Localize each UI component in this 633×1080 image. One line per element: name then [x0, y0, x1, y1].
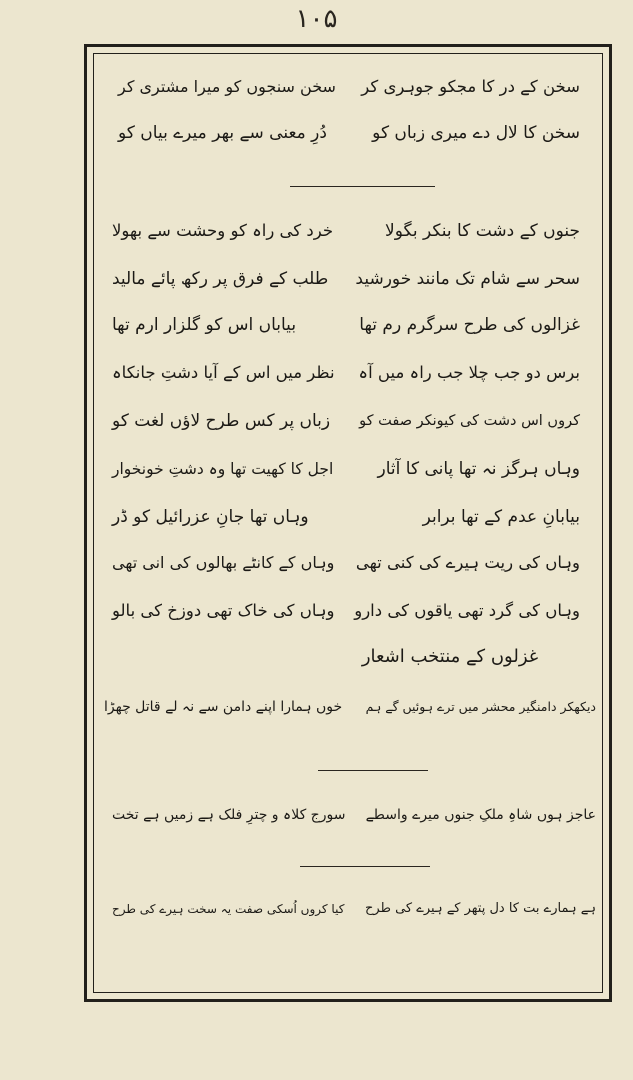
- couplet: [112, 798, 596, 832]
- couplet: [112, 262, 580, 296]
- couplet-second-hemistich: خوں ہمارا اپنے دامن سے نہ لے قاتل چھڑا: [104, 699, 343, 715]
- couplet-second-hemistich: نظر میں اس کے آیا دشتِ جانکاہ: [112, 363, 335, 382]
- couplet: [112, 594, 580, 628]
- couplet-first-hemistich: کروں اس دشت کی کیونکر صفت کو: [359, 413, 580, 429]
- couplet: [112, 500, 580, 534]
- couplet-first-hemistich: جنوں کے دشت کا بنکر بگولا: [385, 221, 580, 241]
- section-divider: [290, 186, 435, 187]
- couplet: [104, 690, 596, 724]
- couplet-second-hemistich: کیا کروں اُسکی صفت یہ سخت ہیرے کی طرح: [112, 902, 345, 916]
- page-number: ۱۰۵: [295, 4, 338, 34]
- couplet-second-hemistich: دُرِ معنی سے بھر میرے بیاں کو: [118, 123, 327, 143]
- couplet-second-hemistich: سخن سنجوں کو میرا مشتری کر: [118, 77, 336, 96]
- couplet-second-hemistich: وہاں تھا جانِ عزرائیل کو ڈر: [112, 507, 309, 527]
- couplet-second-hemistich: زباں پر کس طرح لاؤں لغت کو: [112, 411, 331, 431]
- couplet-first-hemistich: بیابانِ عدم کے تھا برابر: [422, 507, 580, 527]
- couplet-first-hemistich: عاجز ہوں شاہِ ملکِ جنوں میرے واسطے: [365, 807, 596, 823]
- couplet: [112, 892, 596, 926]
- couplet-first-hemistich: برس دو جب چلا جب راہ میں آہ: [358, 363, 580, 382]
- couplet: [112, 452, 580, 486]
- couplet-first-hemistich: وہاں ہرگز نہ تھا پانی کا آثار: [377, 459, 580, 479]
- couplet-first-hemistich: سخن کے در کا مجکو جوہری کر: [361, 77, 580, 96]
- couplet: [118, 116, 580, 150]
- couplet: [112, 356, 580, 390]
- couplet-first-hemistich: سخن کا لال دے میری زباں کو: [372, 123, 580, 143]
- couplet: [112, 308, 580, 342]
- couplet-first-hemistich: وہاں کی ریت ہیرے کی کنی تھی: [355, 553, 580, 572]
- couplet-first-hemistich: غزالوں کی طرح سرگرم رم تھا: [359, 315, 580, 335]
- couplet-second-hemistich: اجل کا کھیت تھا وہ دشتِ خونخوار: [112, 460, 334, 478]
- couplet-first-hemistich: سحر سے شام تک مانند خورشید: [355, 269, 580, 289]
- couplet-second-hemistich: وہاں کی خاک تھی دوزخ کی بالو: [112, 601, 335, 620]
- couplet-first-hemistich: دیکھکر دامنگیر محشر میں ترے ہوئیں گے ہم: [365, 699, 596, 714]
- section-divider: [300, 866, 430, 867]
- couplet-second-hemistich: وہاں کے کانٹے بھالوں کی انی تھی: [112, 553, 335, 572]
- couplet-second-hemistich: خرد کی راہ کو وحشت سے بھولا: [112, 221, 334, 240]
- couplet-second-hemistich: طلب کے فرق پر رکھ پائے مالید: [112, 269, 329, 289]
- couplet: [112, 404, 580, 438]
- couplet: [112, 546, 580, 580]
- couplet-first-hemistich: وہاں کی گرد تھی یاقوں کی دارو: [354, 601, 580, 620]
- couplet: [112, 214, 580, 248]
- couplet-second-hemistich: سورج کلاہ و چترِ فلک ہے زمیں ہے تخت: [112, 807, 346, 823]
- section-divider: [318, 770, 428, 771]
- couplet-second-hemistich: بیاباں اس کو گلزار ارم تھا: [112, 315, 297, 335]
- section-heading: غزلوں کے منتخب اشعار: [361, 646, 539, 667]
- couplet-first-hemistich: ہے ہمارے بت کا دل پتھر کے ہیرے کی طرح: [365, 901, 596, 916]
- couplet: [118, 70, 580, 104]
